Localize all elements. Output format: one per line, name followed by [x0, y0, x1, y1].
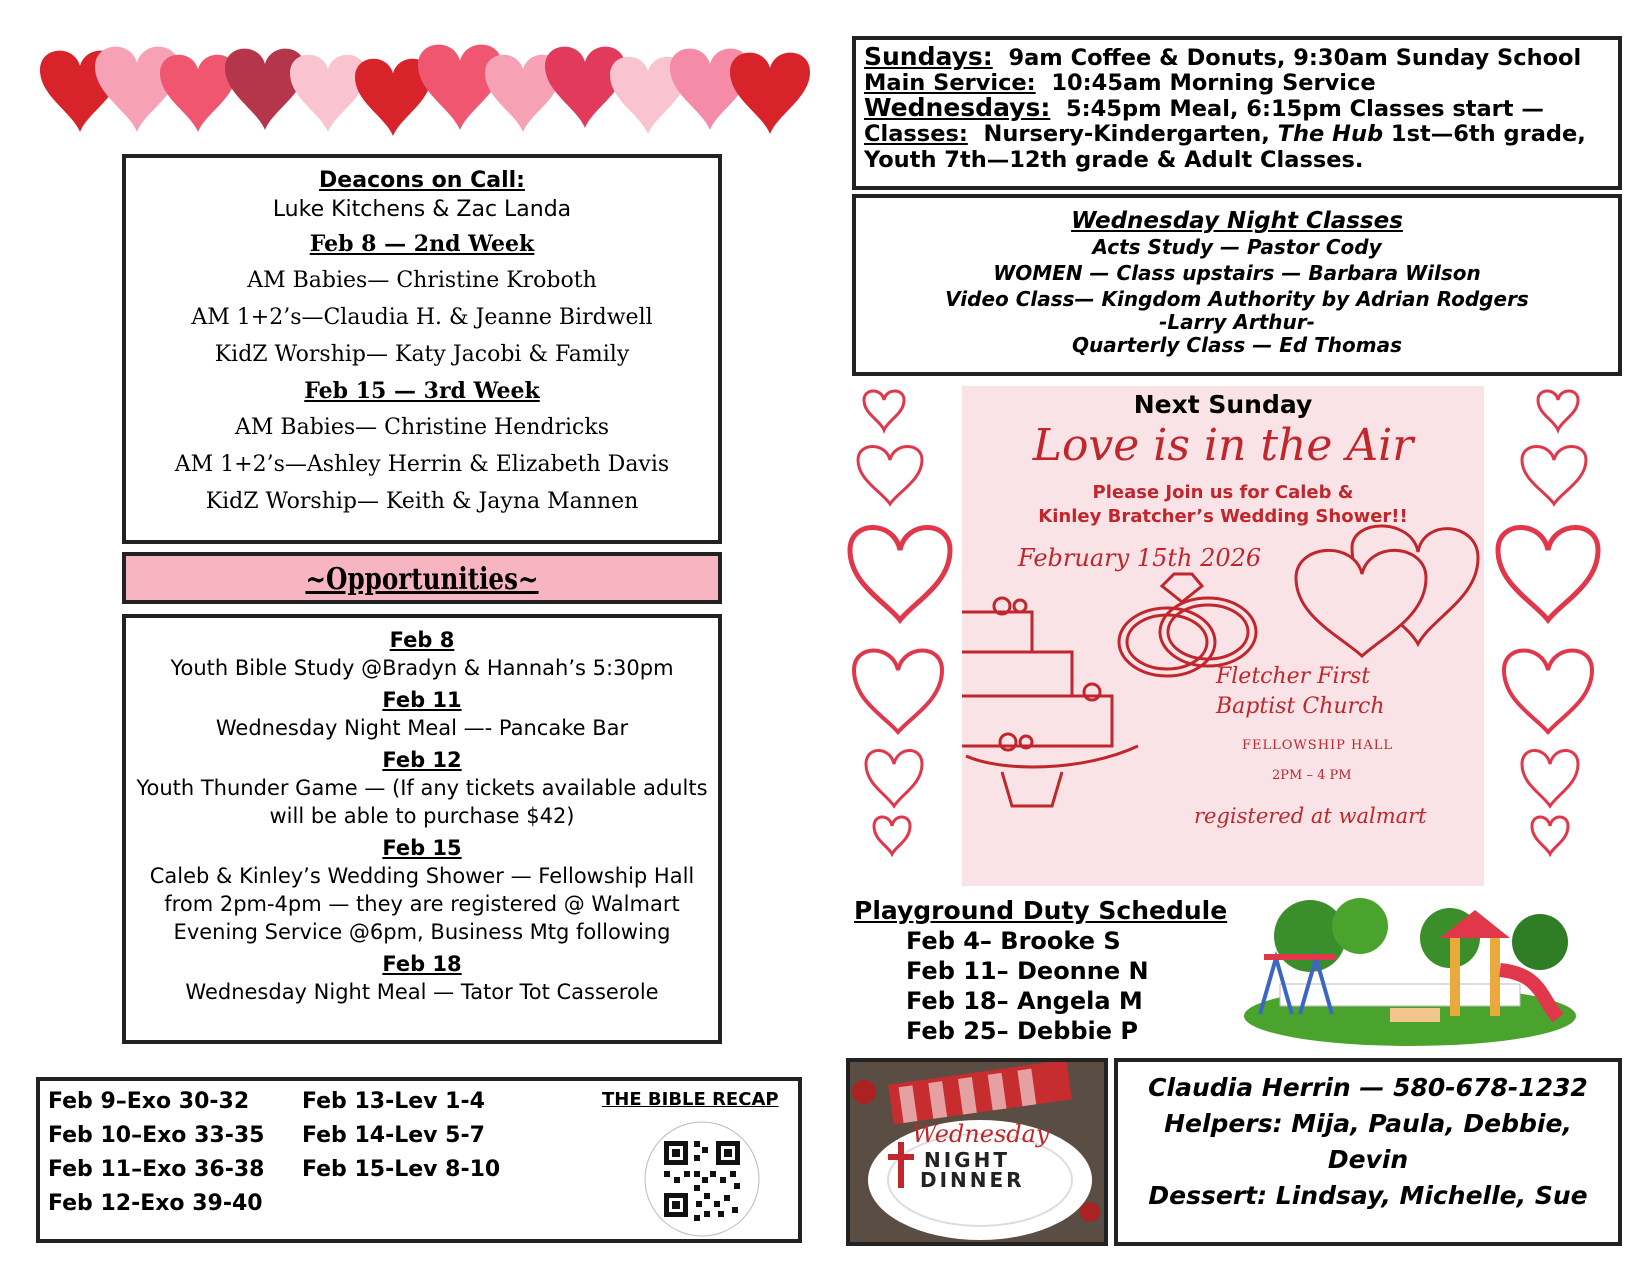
duty-entry: Feb 11– Deonne N [906, 957, 1149, 985]
registry-note: registered at walmart [1194, 804, 1427, 828]
wednesdays-label: Wednesdays: [864, 93, 1051, 122]
playground-title: Playground Duty Schedule [854, 896, 1228, 925]
coordinator-contact: Claudia Herrin — 580-678-1232 [1148, 1073, 1588, 1102]
event-date: Feb 8 [389, 628, 455, 652]
event-date: Feb 18 [382, 952, 462, 976]
heart-garland-left [844, 380, 956, 870]
event-date: Feb 15 [382, 836, 462, 860]
classes-label: Classes: [864, 121, 968, 147]
deacons-on-call-box [122, 154, 722, 544]
wednesday-classes-title: Wednesday Night Classes [1071, 208, 1403, 234]
classes-text: Nursery-Kindergarten, [983, 121, 1270, 147]
service-times-box [852, 36, 1622, 190]
deacons-title: Deacons on Call: [319, 168, 525, 193]
event-line: from 2pm-4pm — they are registered @ Walmart [164, 892, 680, 916]
helpers-line: Devin [1327, 1145, 1409, 1174]
duty-entry: Feb 25– Debbie P [906, 1017, 1138, 1045]
nursery-line: AM Babies— Christine Kroboth [247, 268, 597, 293]
event-line: will be able to purchase $42) [269, 804, 575, 828]
heart-icon [225, 49, 305, 130]
nursery-line: KidZ Worship— Katy Jacobi & Family [214, 342, 630, 367]
opportunities-list [122, 614, 722, 1044]
event-date: Feb 11 [382, 688, 462, 712]
class-line: Quarterly Class — Ed Thomas [1071, 333, 1402, 357]
event-date: Feb 12 [382, 748, 462, 772]
reading-item: Feb 15-Lev 8-10 [302, 1157, 501, 1182]
sundays-label: Sundays: [864, 42, 993, 71]
class-line: -Larry Arthur- [1159, 310, 1315, 334]
wedding-shower-flyer [962, 386, 1484, 886]
shower-date: February 15th 2026 [1018, 544, 1262, 572]
reading-item: Feb 12-Exo 39-40 [48, 1191, 263, 1216]
wednesdays-text: 5:45pm Meal, 6:15pm Classes start — [1066, 96, 1544, 122]
event-line: Wednesday Night Meal — Tator Tot Casserole [185, 980, 659, 1004]
invite-line: Kinley Bratcher’s Wedding Shower!! [1038, 506, 1408, 527]
dinner-logo-word: DINNER [920, 1168, 1025, 1192]
cross-icon [886, 1140, 916, 1190]
wednesday-classes-box [852, 194, 1622, 376]
event-line: Youth Thunder Game — (If any tickets available adults [136, 776, 708, 800]
main-service-label: Main Service: [864, 70, 1036, 96]
class-line: WOMEN — Class upstairs — Barbara Wilson [993, 261, 1481, 285]
love-is-in-the-air-title: Love is in the Air [1032, 420, 1414, 471]
deacons-names: Luke Kitchens & Zac Landa [272, 197, 572, 222]
heart-icon [730, 53, 810, 134]
invite-line: Please Join us for Caleb & [1092, 482, 1354, 503]
reading-item: Feb 14-Lev 5-7 [302, 1123, 485, 1148]
nursery-line: AM Babies— Christine Hendricks [235, 415, 609, 440]
week-heading: Feb 8 — 2nd Week [309, 231, 535, 257]
reading-column [48, 1085, 264, 1221]
sundays-text: 9am Coffee & Donuts, 9:30am Sunday School [1008, 45, 1582, 71]
duty-entry: Feb 4– Brooke S [906, 927, 1121, 955]
heart-icon [160, 55, 236, 132]
classes-text: 1st—6th grade, [1390, 121, 1586, 147]
qr-code-icon[interactable] [644, 1121, 760, 1237]
nursery-line: AM 1+2’s—Ashley Herrin & Elizabeth Davis [174, 452, 670, 477]
dessert-line: Dessert: Lindsay, Michelle, Sue [1148, 1181, 1588, 1210]
next-sunday-heading: Next Sunday [1133, 390, 1313, 419]
class-line: Video Class— Kingdom Authority by Adrian Rodgers [945, 287, 1529, 311]
the-hub-label: The Hub [1277, 121, 1384, 147]
classes-line-2: Youth 7th—12th grade & Adult Classes. [864, 147, 1364, 173]
week-heading: Feb 15 — 3rd Week [304, 378, 540, 404]
reading-item: Feb 9–Exo 30-32 [48, 1089, 250, 1114]
opportunities-header [122, 552, 722, 604]
reading-item: Feb 11–Exo 36-38 [48, 1157, 265, 1182]
dinner-helpers-box [1114, 1058, 1622, 1246]
reading-column [302, 1085, 500, 1187]
duty-entry: Feb 18– Angela M [906, 987, 1143, 1015]
bible-recap-box [36, 1077, 802, 1243]
wedding-cake-icon [962, 596, 1152, 816]
reading-item: Feb 10–Exo 33-35 [48, 1123, 265, 1148]
playground-illustration [1240, 896, 1580, 1048]
event-line: Youth Bible Study @Bradyn & Hannah’s 5:30pm [170, 656, 674, 680]
nursery-line: AM 1+2’s—Claudia H. & Jeanne Birdwell [191, 305, 653, 330]
dinner-logo-word: NIGHT [924, 1148, 1010, 1172]
dinner-logo-script: Wednesday [912, 1120, 1050, 1148]
event-line: Wednesday Night Meal —- Pancake Bar [215, 716, 629, 740]
opportunities-title: ~Opportunities~ [305, 562, 539, 597]
wednesday-night-dinner-image [846, 1058, 1108, 1246]
playground-duty-schedule [854, 896, 1227, 1046]
fellowship-hall-label: FELLOWSHIP HALL [1242, 738, 1394, 753]
shower-time: 2PM – 4 PM [1272, 768, 1352, 783]
church-name-line: Baptist Church [1216, 694, 1385, 719]
hearts-banner [40, 44, 810, 148]
heart-garland-right [1492, 380, 1604, 870]
church-name-line: Fletcher First [1216, 664, 1371, 689]
event-line: Evening Service @6pm, Business Mtg following [173, 920, 671, 944]
event-line: Caleb & Kinley’s Wedding Shower — Fellowship Hall [149, 864, 695, 888]
bible-recap-title: THE BIBLE RECAP [602, 1089, 779, 1110]
double-heart-icon [1292, 518, 1482, 658]
class-line: Acts Study — Pastor Cody [1092, 235, 1382, 259]
reading-item: Feb 13-Lev 1-4 [302, 1089, 485, 1114]
main-service-text: 10:45am Morning Service [1051, 70, 1376, 96]
helpers-line: Helpers: Mija, Paula, Debbie, [1164, 1109, 1572, 1138]
heart-icon [290, 55, 366, 132]
nursery-line: KidZ Worship— Keith & Jayna Mannen [205, 489, 639, 514]
